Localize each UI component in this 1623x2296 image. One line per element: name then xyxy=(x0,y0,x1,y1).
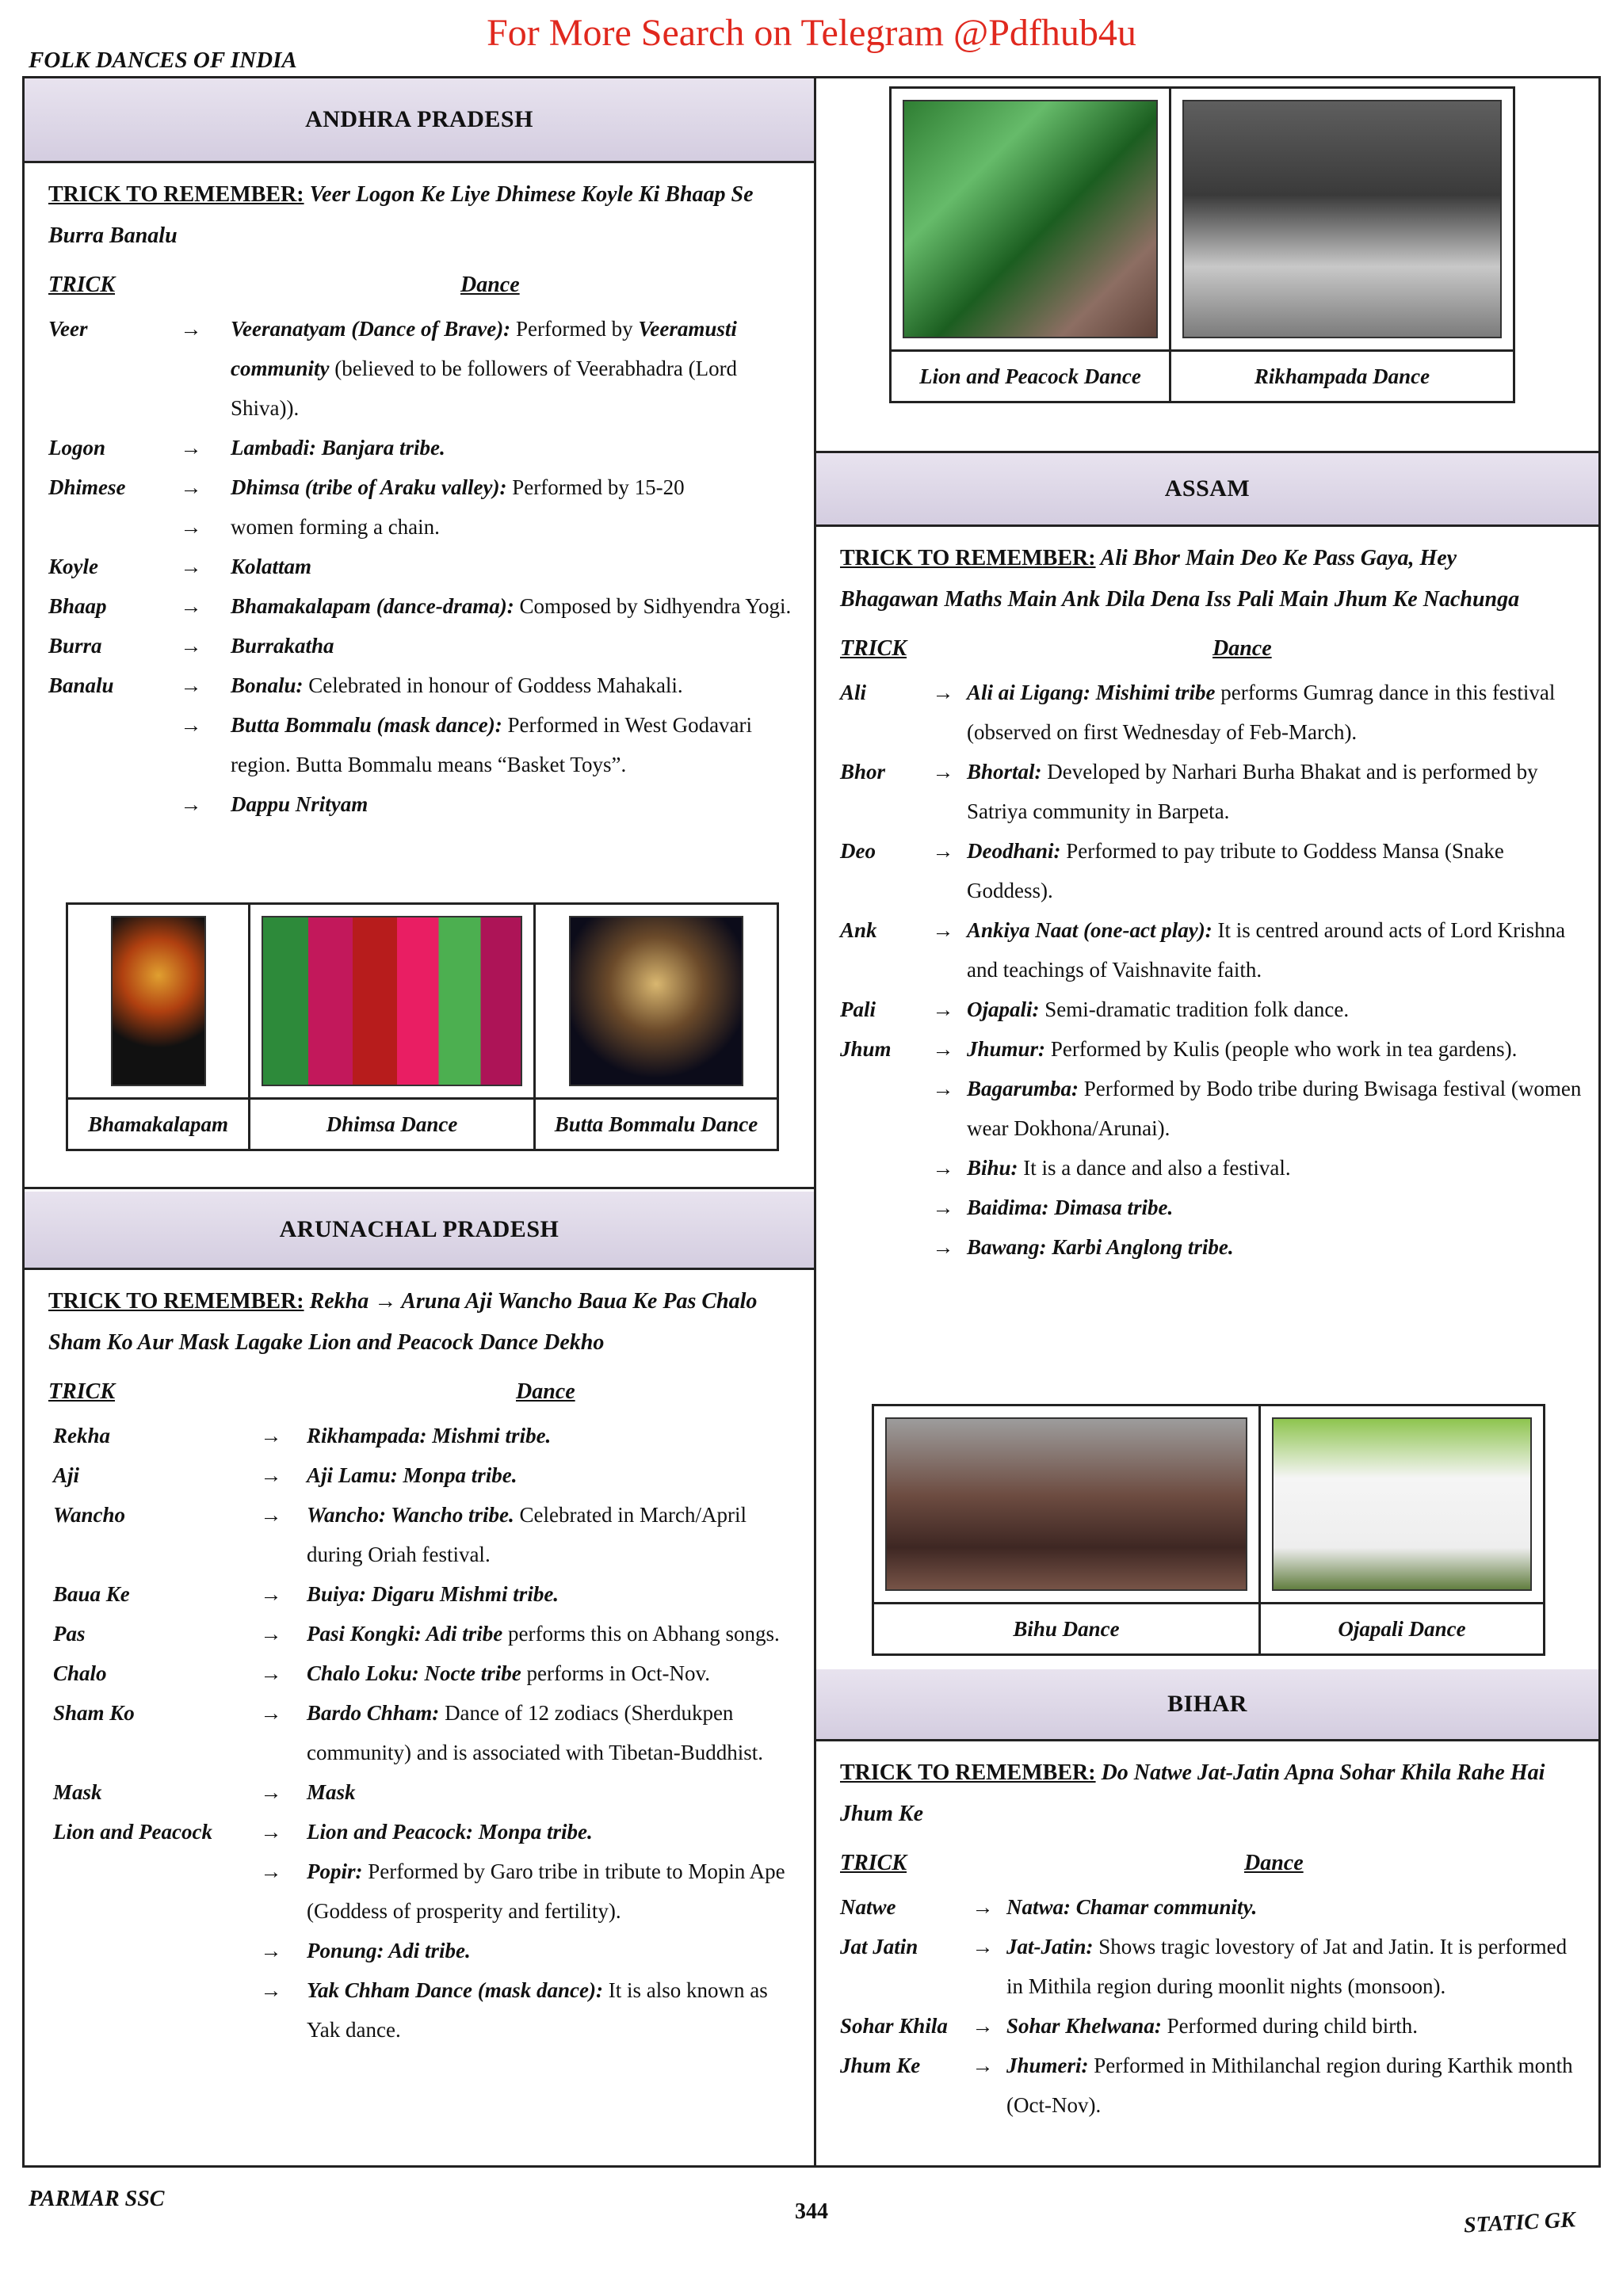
photo xyxy=(1182,100,1502,338)
trick-row xyxy=(48,547,798,586)
dance-text: It is centred around acts of Lord Krishna and teachings of Vaishnavite faith. xyxy=(967,918,1566,982)
dance-text: It is also known as Yak dance. xyxy=(307,1978,768,2042)
dance-text: performs Gumrag dance in this festival (observed on first Wednesday of Feb-March). xyxy=(967,681,1556,744)
image-cell xyxy=(892,89,1171,401)
dance-name: Ojapali: xyxy=(967,997,1040,1021)
dance-text: Dance of 12 zodiacs (Sherdukpen community) and is associated with Tibetan-Buddhist. xyxy=(307,1701,763,1764)
trick-key: Deo xyxy=(840,839,876,863)
dance-name: Chalo Loku: Nocte tribe xyxy=(307,1661,521,1685)
trick-key xyxy=(840,1188,919,1227)
bihar-trick xyxy=(816,1741,1598,1835)
arunachal-list xyxy=(25,1416,814,2050)
dance-desc xyxy=(231,666,798,705)
trick-row xyxy=(48,309,798,428)
footer-left: PARMAR SSC xyxy=(29,2187,165,2211)
image-caption: Butta Bommalu Dance xyxy=(536,1097,777,1149)
dance-name: Veeramusti community xyxy=(231,317,737,380)
trick-key: Aji xyxy=(53,1463,80,1487)
trick-key xyxy=(840,1069,919,1148)
trick-key: Jat Jatin xyxy=(840,1935,918,1958)
trick-row xyxy=(48,705,798,784)
trick-row xyxy=(840,1188,1583,1227)
trick-key: Rekha xyxy=(53,1424,111,1447)
trick-key: Bhaap xyxy=(48,594,107,618)
dance-desc xyxy=(967,1069,1583,1148)
dance-desc xyxy=(231,309,798,428)
trick-row xyxy=(840,1927,1583,2006)
dance-desc xyxy=(307,1852,798,1931)
trick-row xyxy=(53,1852,798,1931)
image-cell xyxy=(250,905,536,1149)
trick-key: Chalo xyxy=(53,1661,107,1685)
arrow-icon: → xyxy=(260,1661,282,1685)
trick-key xyxy=(53,1970,235,2050)
dance-desc xyxy=(1006,1887,1583,1927)
trick-row xyxy=(53,1416,798,1455)
arunachal-trick xyxy=(25,1270,814,1363)
content-frame xyxy=(22,76,1601,2168)
arrow-icon: → xyxy=(180,673,202,697)
image-cell xyxy=(874,1406,1261,1653)
trick-row xyxy=(53,1495,798,1574)
dance-name: Popir: xyxy=(307,1859,363,1883)
trick-row xyxy=(48,507,798,547)
arrow-icon: → xyxy=(260,1978,282,2002)
trick-key: Pas xyxy=(53,1622,86,1646)
image-caption: Bihu Dance xyxy=(874,1602,1258,1653)
dance-desc xyxy=(307,1574,798,1614)
dance-text: It is a dance and also a festival. xyxy=(1018,1156,1291,1180)
dance-text: (believed to be followers of Veerabhadra (Lord Shiva)). xyxy=(231,357,738,420)
trick-row xyxy=(53,1812,798,1852)
trick-text: Do Natwe Jat-Jatin Apna Sohar Khila Rahe Hai xyxy=(1101,1760,1545,1785)
arrow-icon: → xyxy=(932,839,954,863)
dance-desc xyxy=(967,990,1583,1029)
dance-text: Composed by Sidhyendra Yogi. xyxy=(514,594,792,618)
trick-row xyxy=(53,1772,798,1812)
andhra-list xyxy=(25,309,814,824)
dance-name: Kolattam xyxy=(231,555,312,578)
dance-desc xyxy=(307,1455,798,1495)
dance-desc xyxy=(307,1812,798,1852)
dance-name: Dappu Nrityam xyxy=(231,792,369,816)
telegram-banner: For More Search on Telegram @Pdfhub4u xyxy=(487,12,1136,54)
dance-name: Mask xyxy=(307,1780,356,1804)
arrow-icon: → xyxy=(932,760,954,784)
dance-text: Developed by Narhari Burha Bhakat and is performed by Satriya community in Barpeta. xyxy=(967,760,1538,823)
dance-text: Performed in Mithilanchal region during Karthik month (Oct-Nov). xyxy=(1006,2054,1573,2117)
arrow-icon: → xyxy=(972,1895,994,1919)
arrow-icon: → xyxy=(260,1701,282,1725)
dance-desc xyxy=(967,831,1583,910)
dance-name: Lambadi: Banjara tribe. xyxy=(231,436,445,460)
dance-desc xyxy=(307,1614,798,1653)
trick-row xyxy=(840,673,1583,752)
dance-desc xyxy=(967,1029,1583,1069)
trick-key xyxy=(48,705,151,784)
dance-desc xyxy=(231,467,798,507)
dance-name: Jhumur: xyxy=(967,1037,1046,1061)
trick-label: TRICK TO REMEMBER: xyxy=(48,182,304,207)
trick-key xyxy=(840,1148,919,1188)
col-dance: Dance xyxy=(460,273,520,297)
dance-text: Performed by Garo tribe in tribute to Mopin Ape (Goddess of prosperity and fertility). xyxy=(307,1859,785,1923)
dance-text: Celebrated in honour of Goddess Mahakali. xyxy=(303,673,683,697)
dance-name: Aji Lamu: Monpa tribe. xyxy=(307,1463,517,1487)
trick-key xyxy=(48,784,151,824)
arrow-icon: → xyxy=(932,1196,954,1219)
dance-desc xyxy=(231,507,798,547)
arrow-icon: → xyxy=(972,2054,994,2077)
assam-section xyxy=(816,451,1598,1669)
image-caption: Rikhampada Dance xyxy=(1171,349,1513,401)
arrow-icon: → xyxy=(932,681,954,704)
dance-text: Performed by Bodo tribe during Bwisaga festival (women wear Dokhona/Arunai). xyxy=(967,1077,1582,1140)
trick-key xyxy=(840,1227,919,1267)
dance-text: Performed by xyxy=(510,317,639,341)
dance-name: Veeranatyam (Dance of Brave): xyxy=(231,317,511,341)
dance-desc xyxy=(967,673,1583,752)
dance-desc xyxy=(307,1653,798,1693)
trick-row xyxy=(840,1148,1583,1188)
bihar-list xyxy=(816,1887,1598,2125)
arrow-icon: → xyxy=(260,1859,282,1883)
assam-image-strip xyxy=(872,1404,1545,1656)
dance-desc xyxy=(967,752,1583,831)
arrow-icon: → xyxy=(180,317,202,341)
arunachal-section xyxy=(25,1192,814,2165)
page-number: 344 xyxy=(795,2199,828,2224)
trick-row xyxy=(53,1693,798,1772)
trick-row xyxy=(53,1455,798,1495)
dance-desc xyxy=(307,1931,798,1970)
dance-desc xyxy=(1006,1927,1583,2006)
bihar-columns xyxy=(816,1835,1598,1887)
dance-name: Ankiya Naat (one-act play): xyxy=(967,918,1212,942)
dance-desc xyxy=(967,1227,1583,1267)
trick-key: Banalu xyxy=(48,673,114,697)
trick-key: Burra xyxy=(48,634,102,658)
trick-row xyxy=(840,990,1583,1029)
dance-name: Bihu: xyxy=(967,1156,1018,1180)
dance-name: Bawang: Karbi Anglong tribe. xyxy=(967,1235,1234,1259)
dance-text: performs this on Abhang songs. xyxy=(502,1622,780,1646)
dance-desc xyxy=(231,626,798,666)
dance-name: Bonalu: xyxy=(231,673,304,697)
dance-name: Dhimsa (tribe of Araku valley): xyxy=(231,475,507,499)
arrow-icon: → xyxy=(972,1935,994,1958)
arrow-icon: → xyxy=(260,1424,282,1447)
dance-desc xyxy=(231,428,798,467)
dance-desc xyxy=(1006,2046,1583,2125)
trick-key: Ank xyxy=(840,918,877,942)
dance-name: Natwa: Chamar community. xyxy=(1006,1895,1258,1919)
photo xyxy=(262,916,522,1086)
dance-desc xyxy=(967,1188,1583,1227)
dance-name: Jat-Jatin: xyxy=(1006,1935,1094,1958)
trick-label: TRICK TO REMEMBER: xyxy=(840,546,1096,570)
trick-row xyxy=(840,1227,1583,1267)
trick-key: Mask xyxy=(53,1780,102,1804)
trick-key xyxy=(53,1852,235,1931)
trick-row xyxy=(53,1614,798,1653)
trick-row xyxy=(840,1029,1583,1069)
trick-text: Sham Ko Aur Mask Lagake Lion and Peacock Dance Dekho xyxy=(48,1330,605,1355)
trick-row xyxy=(48,428,798,467)
arunachal-image-strip xyxy=(889,86,1515,403)
trick-text: Burra Banalu xyxy=(48,223,178,248)
trick-key: Jhum xyxy=(840,1037,892,1061)
image-cell xyxy=(1171,89,1513,401)
dance-name: Pasi Kongki: Adi tribe xyxy=(307,1622,503,1646)
trick-key: Baua Ke xyxy=(53,1582,130,1606)
trick-label: TRICK TO REMEMBER: xyxy=(48,1289,304,1314)
trick-key xyxy=(48,507,151,547)
trick-row xyxy=(840,2046,1583,2125)
page-header: FOLK DANCES OF INDIA xyxy=(29,48,297,73)
andhra-trick xyxy=(25,163,814,257)
trick-row xyxy=(840,752,1583,831)
arrow-icon: → xyxy=(932,1156,954,1180)
trick-key: Sohar Khila xyxy=(840,2014,948,2038)
trick-row xyxy=(840,2006,1583,2046)
photo xyxy=(1272,1417,1532,1591)
dance-name: Burrakatha xyxy=(231,634,334,658)
trick-key: Logon xyxy=(48,436,106,460)
bihar-section xyxy=(816,1669,1598,2165)
arunachal-columns xyxy=(25,1363,814,1416)
dance-text: Performed to pay tribute to Goddess Mansa (Snake Goddess). xyxy=(967,839,1504,902)
trick-row xyxy=(48,666,798,705)
arrow-icon: → xyxy=(260,1820,282,1844)
dance-desc xyxy=(1006,2006,1583,2046)
dance-text: Celebrated in March/April during Oriah festival. xyxy=(307,1503,747,1566)
col-dance: Dance xyxy=(516,1379,575,1404)
dance-desc xyxy=(231,586,798,626)
trick-key: Ali xyxy=(840,681,867,704)
dance-desc xyxy=(307,1693,798,1772)
dance-text: Performed by Kulis (people who work in tea gardens). xyxy=(1045,1037,1518,1061)
arrow-icon: → xyxy=(180,555,202,578)
trick-key: Wancho xyxy=(53,1503,126,1527)
trick-row xyxy=(840,910,1583,990)
image-cell xyxy=(536,905,777,1149)
trick-label: TRICK TO REMEMBER: xyxy=(840,1760,1096,1785)
trick-key: Pali xyxy=(840,997,876,1021)
trick-row xyxy=(840,831,1583,910)
arrow-icon: → xyxy=(180,792,202,816)
trick-text: Bhagawan Maths Main Ank Dila Dena Iss Pali Main Jhum Ke Nachunga xyxy=(840,587,1520,612)
arrow-icon: → xyxy=(180,436,202,460)
trick-key: Natwe xyxy=(840,1895,896,1919)
trick-text: Rekha → Aruna Aji Wancho Baua Ke Pas Chalo xyxy=(309,1289,758,1314)
trick-row xyxy=(840,1887,1583,1927)
arrow-icon: → xyxy=(180,634,202,658)
dance-desc xyxy=(307,1495,798,1574)
trick-row xyxy=(48,626,798,666)
dance-text: women forming a chain. xyxy=(231,515,440,539)
dance-text: Performed by 15-20 xyxy=(506,475,685,499)
image-cell xyxy=(1261,1406,1543,1653)
trick-row xyxy=(48,784,798,824)
trick-key: Lion and Peacock xyxy=(53,1820,212,1844)
trick-key xyxy=(53,1931,235,1970)
andhra-title: ANDHRA PRADESH xyxy=(25,78,814,163)
dance-desc xyxy=(231,547,798,586)
col-trick: TRICK xyxy=(840,1851,907,1875)
trick-row xyxy=(53,1970,798,2050)
dance-name: Sohar Khelwana: xyxy=(1006,2014,1162,2038)
dance-text: Shows tragic lovestory of Jat and Jatin. It is performed in Mithila region during moonlit nights (monsoon). xyxy=(1006,1935,1568,1998)
dance-name: Ponung: Adi tribe. xyxy=(307,1939,471,1962)
assam-columns xyxy=(816,620,1598,673)
dance-name: Yak Chham Dance (mask dance): xyxy=(307,1978,604,2002)
trick-text: Veer Logon Ke Liye Dhimese Koyle Ki Bhaap Se xyxy=(309,182,754,207)
andhra-section xyxy=(25,78,814,1189)
assam-list xyxy=(816,673,1598,1267)
dance-text: Performed in West Godavari region. Butta Bommalu means “Basket Toys”. xyxy=(231,713,753,776)
trick-row xyxy=(48,586,798,626)
arrow-icon: → xyxy=(260,1503,282,1527)
arrow-icon: → xyxy=(180,475,202,499)
dance-name: Baidima: Dimasa tribe. xyxy=(967,1196,1174,1219)
dance-name: Buiya: Digaru Mishmi tribe. xyxy=(307,1582,559,1606)
dance-name: Jhumeri: xyxy=(1006,2054,1089,2077)
arrow-icon: → xyxy=(932,918,954,942)
dance-name: Rikhampada: Mishmi tribe. xyxy=(307,1424,552,1447)
trick-row xyxy=(840,1069,1583,1148)
andhra-columns xyxy=(25,257,814,309)
photo xyxy=(569,916,743,1086)
dance-name: Lion and Peacock: Monpa tribe. xyxy=(307,1820,593,1844)
assam-trick xyxy=(816,527,1598,620)
dance-desc xyxy=(967,1148,1583,1188)
trick-key: Jhum Ke xyxy=(840,2054,921,2077)
arrow-icon: → xyxy=(932,1077,954,1100)
footer-right: STATIC GK xyxy=(1463,2207,1576,2238)
arrow-icon: → xyxy=(180,713,202,737)
dance-name: Bagarumba: xyxy=(967,1077,1079,1100)
dance-name: Butta Bommalu (mask dance): xyxy=(231,713,502,737)
dance-desc xyxy=(967,910,1583,990)
arrow-icon: → xyxy=(180,515,202,539)
dance-name: Deodhani: xyxy=(967,839,1061,863)
photo xyxy=(885,1417,1247,1591)
col-trick: TRICK xyxy=(840,636,907,661)
dance-name: Bhortal: xyxy=(967,760,1042,784)
col-dance: Dance xyxy=(1244,1851,1304,1875)
top-images-section xyxy=(816,78,1598,451)
dance-name: Wancho: Wancho tribe. xyxy=(307,1503,514,1527)
photo xyxy=(111,916,206,1086)
col-trick: TRICK xyxy=(48,1379,116,1404)
trick-row xyxy=(48,467,798,507)
dance-desc xyxy=(231,784,798,824)
col-dance: Dance xyxy=(1212,636,1272,661)
arrow-icon: → xyxy=(932,997,954,1021)
arrow-icon: → xyxy=(972,2014,994,2038)
dance-text: performs in Oct-Nov. xyxy=(521,1661,710,1685)
trick-row xyxy=(53,1931,798,1970)
andhra-image-strip xyxy=(66,902,779,1151)
arrow-icon: → xyxy=(260,1622,282,1646)
col-trick: TRICK xyxy=(48,273,116,297)
dance-name: Bardo Chham: xyxy=(307,1701,440,1725)
image-cell xyxy=(68,905,250,1149)
arrow-icon: → xyxy=(932,1235,954,1259)
dance-desc xyxy=(307,1970,798,2050)
image-caption: Bhamakalapam xyxy=(68,1097,248,1149)
trick-key: Veer xyxy=(48,317,88,341)
arrow-icon: → xyxy=(260,1582,282,1606)
trick-key: Koyle xyxy=(48,555,98,578)
image-caption: Lion and Peacock Dance xyxy=(892,349,1169,401)
arrow-icon: → xyxy=(260,1939,282,1962)
trick-row xyxy=(53,1574,798,1614)
bihar-title: BIHAR xyxy=(816,1669,1598,1741)
arrow-icon: → xyxy=(932,1037,954,1061)
trick-key: Sham Ko xyxy=(53,1701,135,1725)
arunachal-title: ARUNACHAL PRADESH xyxy=(25,1192,814,1270)
dance-name: Bhamakalapam (dance-drama): xyxy=(231,594,514,618)
arrow-icon: → xyxy=(260,1780,282,1804)
trick-text: Ali Bhor Main Deo Ke Pass Gaya, Hey xyxy=(1100,546,1457,570)
trick-text: Jhum Ke xyxy=(840,1802,924,1826)
trick-key: Dhimese xyxy=(48,475,126,499)
dance-desc xyxy=(231,705,798,784)
image-caption: Ojapali Dance xyxy=(1261,1602,1543,1653)
image-caption: Dhimsa Dance xyxy=(250,1097,533,1149)
trick-key: Bhor xyxy=(840,760,886,784)
arrow-icon: → xyxy=(180,594,202,618)
photo xyxy=(903,100,1158,338)
trick-row xyxy=(53,1653,798,1693)
dance-text: Performed during child birth. xyxy=(1161,2014,1419,2038)
assam-title: ASSAM xyxy=(816,453,1598,527)
dance-text: Semi-dramatic tradition folk dance. xyxy=(1039,997,1350,1021)
dance-desc xyxy=(307,1772,798,1812)
arrow-icon: → xyxy=(260,1463,282,1487)
dance-name: Ali ai Ligang: Mishimi tribe xyxy=(967,681,1216,704)
dance-desc xyxy=(307,1416,798,1455)
